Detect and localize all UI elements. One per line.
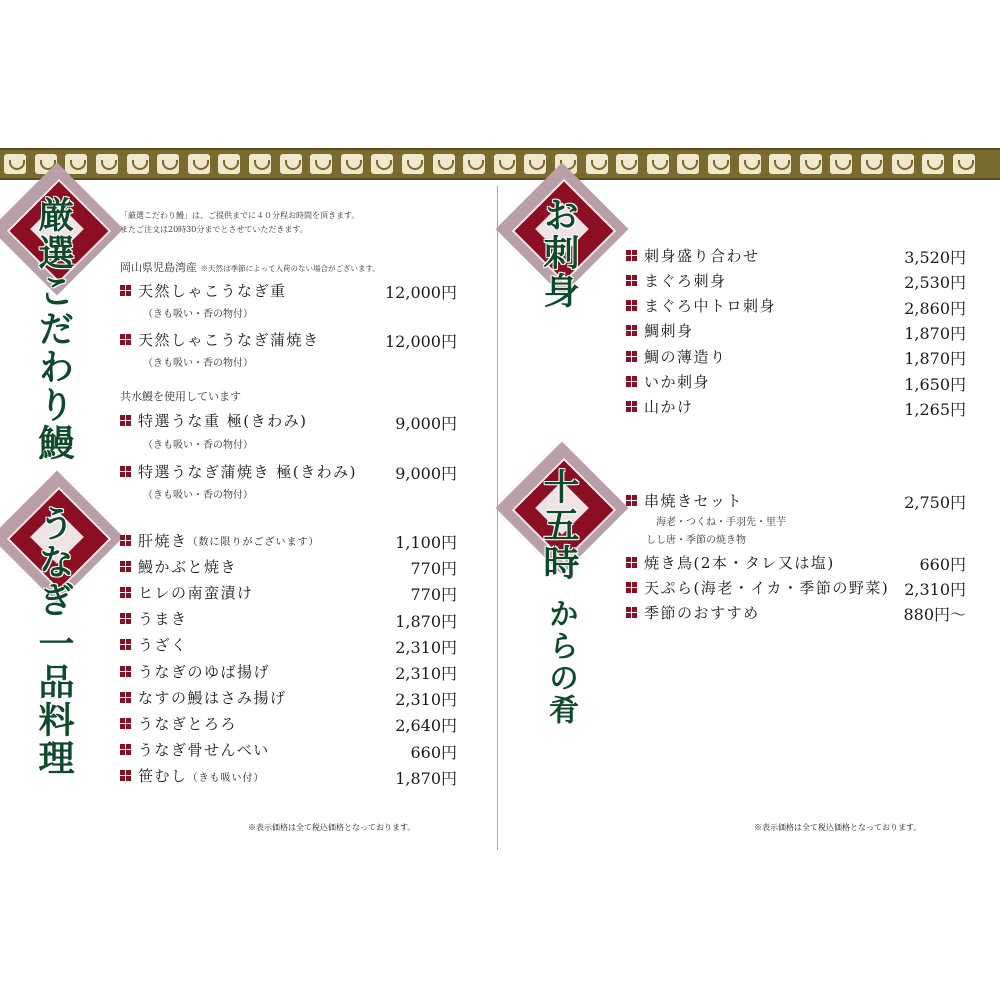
crest-icon [310,154,332,174]
bullet-icon [626,325,637,336]
price: 2,640円 [395,716,457,736]
menu-item [626,268,727,292]
bullet-icon [120,587,131,598]
menu-item [120,764,265,788]
bullet-icon [120,561,131,572]
menu-item: 天然しゃこうなぎ重 [120,278,287,302]
item-detail: 海老・つくね・手羽先・里芋 [656,517,786,528]
crest-icon [677,154,699,174]
notice-line: 「厳選こだわり鰻」は、ご提供までに４０分程お時間を頂きます。 [120,211,360,220]
crest-icon [463,154,485,174]
menu-item [120,738,270,762]
bullet-icon [120,613,131,624]
price: 1,870円 [395,611,457,631]
crest-icon [433,154,455,174]
menu-item [120,554,237,578]
crest-icon [4,154,26,174]
crest-icon [65,154,87,174]
item-name: うざく [138,636,188,655]
item-name: 鰻かぶと焼き [138,557,238,576]
bullet-icon [120,535,131,546]
item-name: 季節のおすすめ [644,603,760,622]
item-detail: しし唐・季節の焼き物 [646,535,746,546]
price: 1,870円 [904,323,966,343]
bullet-icon [626,557,637,568]
title-ippin: 一品料理 [33,625,75,777]
item-name: まぐろ刺身 [644,271,727,290]
bullet-icon [626,607,637,618]
bullet-icon [120,334,131,345]
crest-icon [800,154,822,174]
crest-icon [922,154,944,174]
price: 2,750円 [904,493,966,512]
item-name: うなぎとろろ [138,714,238,733]
crest-icon [402,154,424,174]
item-name: いか刺身 [644,373,711,391]
tax-footnote: ※表示価格は全て税込価格となっております。 [754,823,922,832]
price: 1,870円 [904,349,966,369]
price: 660円 [410,742,457,762]
menu-item: 天然しゃこうなぎ蒲焼き [120,327,320,351]
kyosui-label: 共水鰻を使用しています [120,390,241,403]
crest-icon [188,154,210,174]
item-name: 肝焼き [138,531,188,550]
crest-icon [218,154,240,174]
item-name: 鯛の薄造り [644,347,727,366]
crest-icon [892,154,914,174]
bullet-icon [626,300,637,311]
crest-icon [341,154,363,174]
crest-pattern-band [0,148,1000,180]
menu-item [626,600,760,624]
price: 9,000円 [395,414,457,433]
price: 2,310円 [395,690,457,710]
item-detail: （きも吸い・香の物付） [143,358,253,369]
menu-item [120,633,188,657]
item-name: 刺身盛り合わせ [644,246,760,265]
item-detail: （きも吸い・香の物付） [143,309,253,320]
menu-item: 特選うなぎ蒲焼き 極(きわみ) [120,459,357,483]
item-detail: （きも吸い・香の物付） [143,440,253,451]
bullet-icon [120,639,131,650]
price: 2,310円 [395,637,457,657]
crest-icon [708,154,730,174]
menu-item [120,580,254,604]
price: 1,265円 [904,399,966,419]
item-note: （きも吸い付） [187,772,265,784]
menu-item [626,395,694,419]
price: 2,860円 [904,298,966,318]
title-eel: 厳選こだわり鰻 [33,196,75,462]
item-name: うなぎ骨せんべい [138,741,270,760]
price: 3,520円 [904,248,966,267]
crest-icon [586,154,608,174]
bullet-icon [626,495,637,506]
bullet-icon [626,401,637,412]
crest-icon [371,154,393,174]
price: 2,310円 [395,664,457,683]
menu-item [626,575,889,599]
title-unagi: うなぎ [33,505,75,619]
item-name: うまき [138,610,188,629]
item-name: 鯛刺身 [644,322,694,341]
menu-item [626,319,694,343]
item-name: 天ぷら(海老・イカ・季節の野菜) [644,578,890,597]
origin-label: 岡山県児島湾産 ※天然は季節によって入荷のない場合がございます。 [120,261,380,274]
bullet-icon [626,250,637,261]
menu-item [626,243,760,267]
bullet-icon [120,692,131,703]
price: 2,310円 [904,580,966,599]
item-name: まぐろ中トロ刺身 [644,297,777,316]
bullet-icon [626,582,637,593]
menu-item [120,607,188,631]
crest-icon [280,154,302,174]
bullet-icon [626,376,637,387]
price: 12,000円 [385,283,457,302]
crest-icon [616,154,638,174]
bullet-icon [626,275,637,286]
crest-icon [157,154,179,174]
crest-icon [96,154,118,174]
bullet-icon [626,351,637,362]
menu-item [120,528,320,552]
menu-item [120,659,270,683]
item-name: ヒレの南蛮漬け [138,583,254,602]
crest-icon [127,154,149,174]
item-name: うなぎのゆば揚げ [138,662,271,681]
price: 1,100円 [395,533,457,552]
item-name: なすの鰻はさみ揚げ [138,688,287,707]
crest-icon [830,154,852,174]
menu-item [626,550,835,574]
crest-icon [494,154,516,174]
menu-item [626,370,710,394]
crest-icon [249,154,271,174]
bullet-icon [120,466,131,477]
menu-item: 特選うな重 極(きわみ) [120,408,307,432]
crest-icon [769,154,791,174]
item-name: 山かけ [644,398,694,417]
title-jugoji: 十五時 [538,468,580,582]
menu-item: 串焼きセット [626,488,743,512]
price: 770円 [410,585,457,605]
price: 9,000円 [395,464,457,483]
menu-item [626,344,727,368]
price: 12,000円 [385,332,457,351]
page-divider [497,186,498,850]
menu-item [626,294,776,318]
crest-icon [739,154,761,174]
bullet-icon [120,415,131,426]
crest-icon [524,154,546,174]
title-karanosakana: からの肴 [543,598,578,726]
bullet-icon [120,744,131,755]
menu-item [120,685,287,709]
bullet-icon [120,770,131,781]
price: 1,650円 [904,374,966,394]
tax-footnote: ※表示価格は全て税込価格となっております。 [248,823,416,832]
price: 660円 [919,555,966,574]
menu-item [120,711,237,735]
price: 880円～ [903,605,966,624]
notice-line: またご注文は20時30分までとさせていただきます。 [120,225,308,234]
bullet-icon [120,718,131,729]
price: 1,870円 [395,768,457,788]
crest-icon [953,154,975,174]
crest-icon [861,154,883,174]
item-note: （数に限りがございます） [187,537,320,548]
crest-icon [647,154,669,174]
bullet-icon [120,285,131,296]
title-sashimi: お刺身 [538,196,580,310]
price: 2,530円 [904,273,966,293]
item-detail: （きも吸い・香の物付） [143,490,253,501]
item-name: 笹むし [138,767,188,786]
item-name: 焼き鳥(2本・タレ又は塩) [644,553,835,572]
bullet-icon [120,666,131,677]
price: 770円 [410,559,457,579]
